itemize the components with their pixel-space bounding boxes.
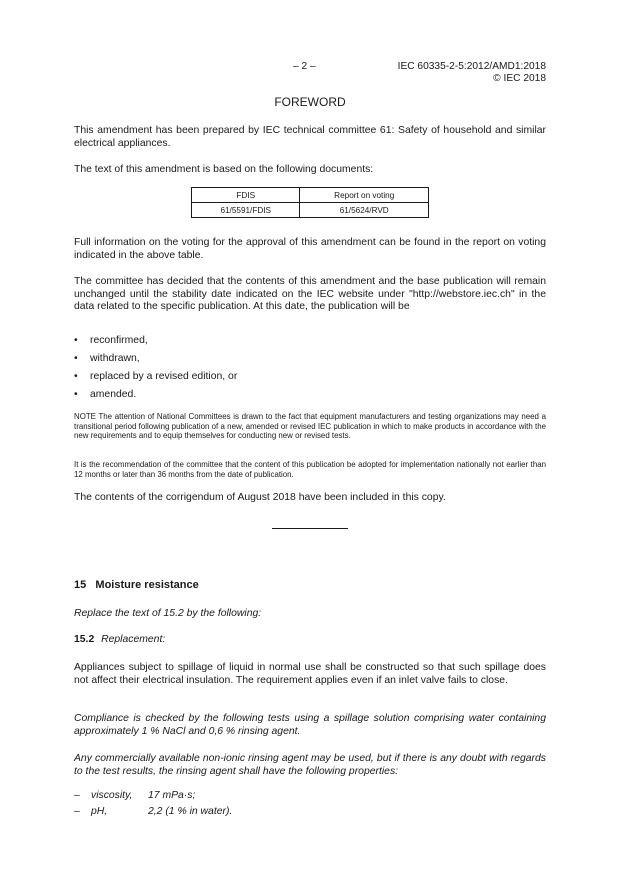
foreword-recommendation: It is the recommendation of the committee that the content of this publication be adopted for implementation nationally not earlier than 12 months or later than 36 months from the date of publication. [74, 460, 546, 479]
property-key: viscosity, [91, 790, 133, 801]
document-id: IEC 60335-2-5:2012/AMD1:2018 [397, 61, 546, 72]
foreword-para-stability: The committee has decided that the contents of this amendment and the base publication will remain unchanged until the stability date indicated on the IEC website under "http://webstore.iec.ch" in the data related to the specific publication. At this date, the publication will be [74, 276, 546, 313]
property-key: pH, [91, 806, 108, 817]
copyright: © IEC 2018 [493, 73, 546, 84]
list-item-text: replaced by a revised edition, or [90, 371, 238, 382]
dash-marker: – [74, 790, 80, 801]
table-header-fdis: FDIS [192, 188, 300, 203]
section-divider [272, 528, 348, 529]
subclause-heading [74, 634, 165, 646]
clause-instruction: Replace the text of 15.2 by the following: [74, 608, 262, 619]
foreword-para-voting: Full information on the voting for the approval of this amendment can be found in the report on voting indicated in the above table. [74, 237, 546, 261]
table-header-report: Report on voting [300, 188, 429, 203]
table-cell-fdis: 61/5591/FDIS [192, 203, 300, 218]
foreword-corrigendum: The contents of the corrigendum of August 2018 have been included in this copy. [74, 492, 446, 503]
table-cell-rvd: 61/5624/RVD [300, 203, 429, 218]
voting-table [191, 187, 429, 218]
property-value: 2,2 (1 % in water). [148, 806, 233, 817]
list-item-text: reconfirmed, [90, 335, 148, 346]
clause-heading: 15 Moisture resistance [74, 579, 199, 591]
subclause-number: 15.2 [74, 634, 95, 645]
bullet-icon: • [74, 389, 78, 400]
list-item-text: amended. [90, 389, 137, 400]
foreword-para-documents: The text of this amendment is based on the following documents: [74, 164, 374, 175]
table-row [192, 203, 429, 218]
foreword-title: FOREWORD [274, 95, 346, 109]
foreword-para-committee: This amendment has been prepared by IEC technical committee 61: Safety of household and similar electrical appliances. [74, 125, 546, 149]
subclause-label: Replacement: [101, 634, 166, 645]
page-number: – 2 – [293, 61, 316, 72]
clause-para-spillage: Appliances subject to spillage of liquid in normal use shall be constructed so that such spillage does not affect their electrical insulation. The requirement applies even if an inlet valve fails to close. [74, 662, 546, 686]
clause-para-compliance: Compliance is checked by the following tests using a spillage solution comprising water containing approximately 1 % NaCl and 0,6 % rinsing agent. [74, 713, 546, 737]
bullet-icon: • [74, 371, 78, 382]
table-header-row [192, 188, 429, 203]
bullet-icon: • [74, 335, 78, 346]
dash-marker: – [74, 806, 80, 817]
foreword-note: NOTE The attention of National Committees is drawn to the fact that equipment manufacturers and testing organizations may need a transitional period following publication of a new, amended or revised IEC publication in which to make products in accordance with the new requirements and to equip themselves for conducting new or revised tests. [74, 412, 546, 441]
bullet-icon: • [74, 353, 78, 364]
list-item-text: withdrawn, [90, 353, 140, 364]
property-value: 17 mPa·s; [148, 790, 196, 801]
clause-para-rinsing-agent: Any commercially available non-ionic rinsing agent may be used, but if there is any doubt with regards to the test results, the rinsing agent shall have the following properties: [74, 753, 546, 777]
